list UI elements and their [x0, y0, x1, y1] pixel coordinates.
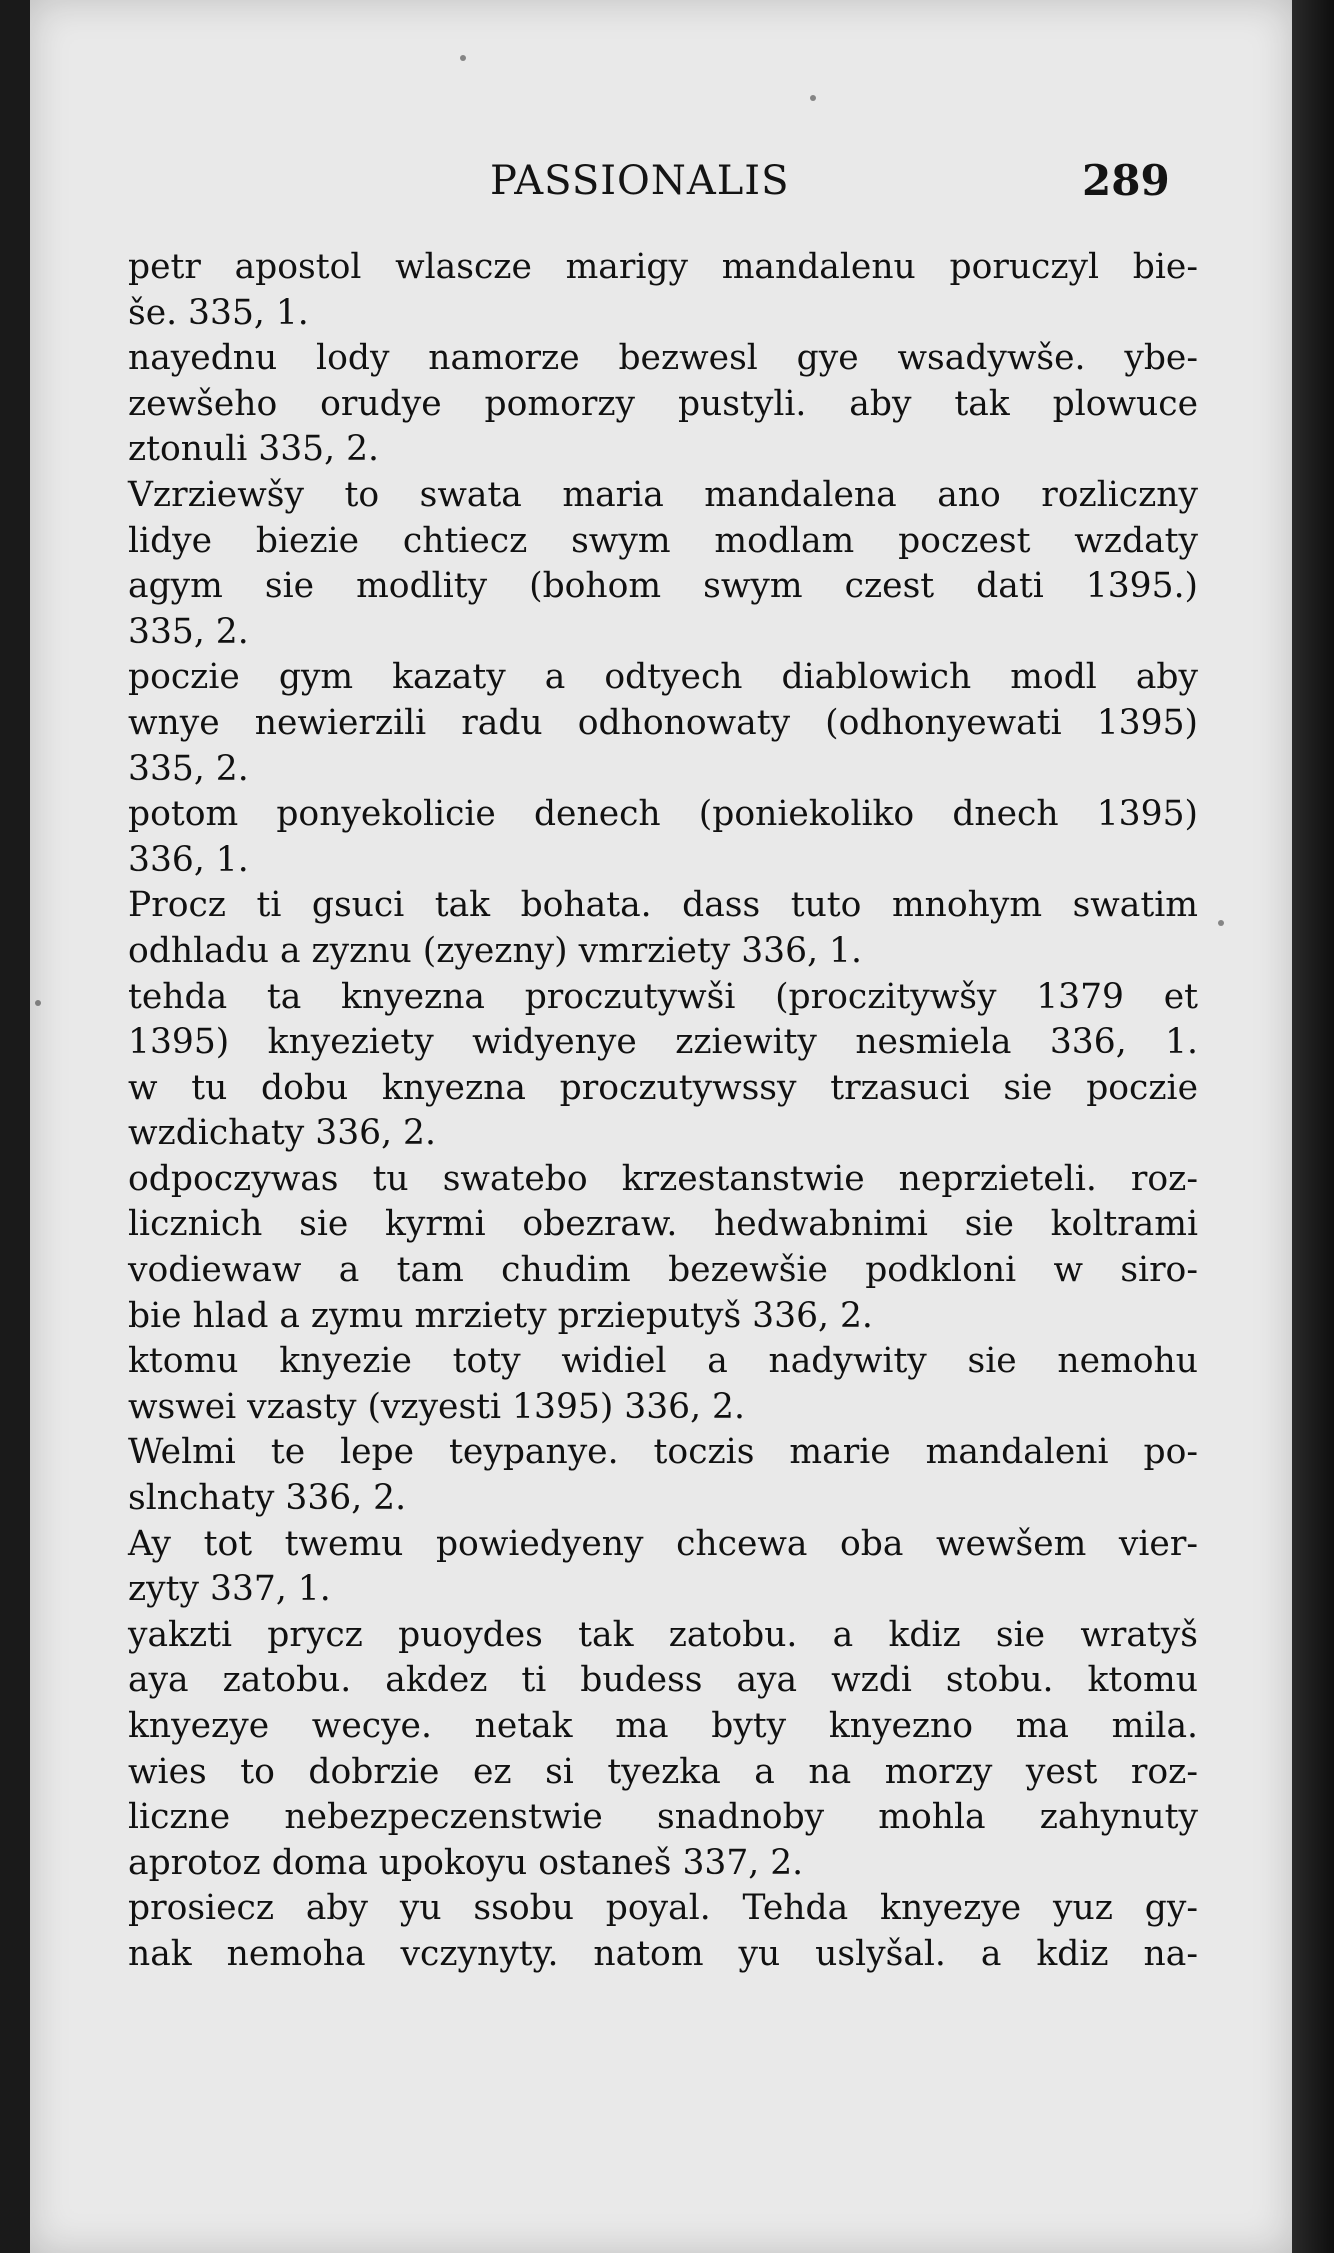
text-line: odhladu a zyznu (zyezny) vmrziety 336, 1.	[128, 930, 862, 971]
text-line: vodiewaw a tam chudim bezewšie podkloni w siro-	[128, 1250, 1198, 1291]
text-line: wnye newierzili radu odhonowaty (odhonyewati 1395)	[128, 702, 1198, 743]
text-line: Welmi te lepe teypanye. toczis marie mandaleni po-	[128, 1432, 1198, 1473]
text-line: agym sie modlity (bohom swym czest dati 1395.)	[128, 566, 1198, 607]
text-line: aprotoz doma upokoyu ostaneš 337, 2.	[128, 1842, 804, 1883]
page-number: 289	[1082, 156, 1170, 205]
text-line: tehda ta knyezna proczutywši (proczitywšy 1379 et	[128, 976, 1198, 1017]
text-line: ztonuli 335, 2.	[128, 429, 379, 470]
text-line: odpoczywas tu swatebo krzestanstwie neprzieteli. roz-	[128, 1158, 1198, 1199]
text-line: yakzti prycz puoydes tak zatobu. a kdiz sie wratyš	[128, 1614, 1198, 1655]
text-line: poczie gym kazaty a odtyech diablowich modl aby	[128, 657, 1198, 698]
text-line: nak nemoha vczynyty. natom yu uslyšal. a kdiz na-	[128, 1933, 1198, 1974]
text-line: petr apostol wlascze marigy mandalenu poruczyl bie-	[128, 247, 1198, 287]
text-line: zewšeho orudye pomorzy pustyli. aby tak plowuce	[128, 383, 1198, 424]
text-line: 335, 2.	[128, 748, 249, 789]
text-line: 1395) knyeziety widyenye zziewity nesmiela 336, 1.	[128, 1022, 1198, 1063]
text-line: prosiecz aby yu ssobu poyal. Tehda knyezye yuz gy-	[128, 1888, 1198, 1929]
text-line: nayednu lody namorze bezwesl gye wsadywše. ybe-	[128, 338, 1198, 379]
print-speck	[35, 1000, 41, 1006]
running-title: PASSIONALIS	[490, 158, 790, 204]
text-line: wies to dobrzie ez si tyezka a na morzy yest roz-	[128, 1751, 1198, 1792]
text-line: še. 335, 1.	[128, 292, 309, 333]
book-page	[30, 0, 1292, 2253]
text-line: lidye biezie chtiecz swym modlam poczest wzdaty	[128, 520, 1198, 561]
page-body-text	[128, 245, 1198, 1978]
text-line: wswei vzasty (vzyesti 1395) 336, 2.	[128, 1386, 745, 1427]
print-speck	[810, 95, 816, 101]
text-line: licznich sie kyrmi obezraw. hedwabnimi sie koltrami	[128, 1204, 1198, 1245]
page-header	[30, 150, 1292, 220]
page-edge-shadow	[1292, 0, 1334, 2253]
text-line: bie hlad a zymu mrziety przieputyš 336, 2.	[128, 1295, 873, 1336]
text-line: Procz ti gsuci tak bohata. dass tuto mnohym swatim	[128, 885, 1198, 926]
text-line: slnchaty 336, 2.	[128, 1478, 407, 1519]
text-line: potom ponyekolicie denech (poniekoliko dnech 1395)	[128, 794, 1198, 835]
text-line: liczne nebezpeczenstwie snadnoby mohla zahynuty	[128, 1797, 1198, 1838]
text-line: wzdichaty 336, 2.	[128, 1113, 436, 1154]
text-line: Vzrziewšy to swata maria mandalena ano rozliczny	[128, 474, 1198, 515]
text-line: ktomu knyezie toty widiel a nadywity sie nemohu	[128, 1341, 1198, 1382]
text-line: knyezye wecye. netak ma byty knyezno ma mila.	[128, 1706, 1198, 1746]
text-line: Ay tot twemu powiedyeny chcewa oba wewšem vier-	[128, 1523, 1198, 1564]
print-speck	[1218, 920, 1224, 926]
text-line: 335, 2.	[128, 611, 249, 652]
text-line: 336, 1.	[128, 839, 249, 880]
text-line: aya zatobu. akdez ti budess aya wzdi stobu. ktomu	[128, 1660, 1198, 1701]
text-line: w tu dobu knyezna proczutywssy trzasuci sie poczie	[128, 1067, 1198, 1108]
text-line: zyty 337, 1.	[128, 1569, 331, 1610]
print-speck	[460, 55, 466, 61]
